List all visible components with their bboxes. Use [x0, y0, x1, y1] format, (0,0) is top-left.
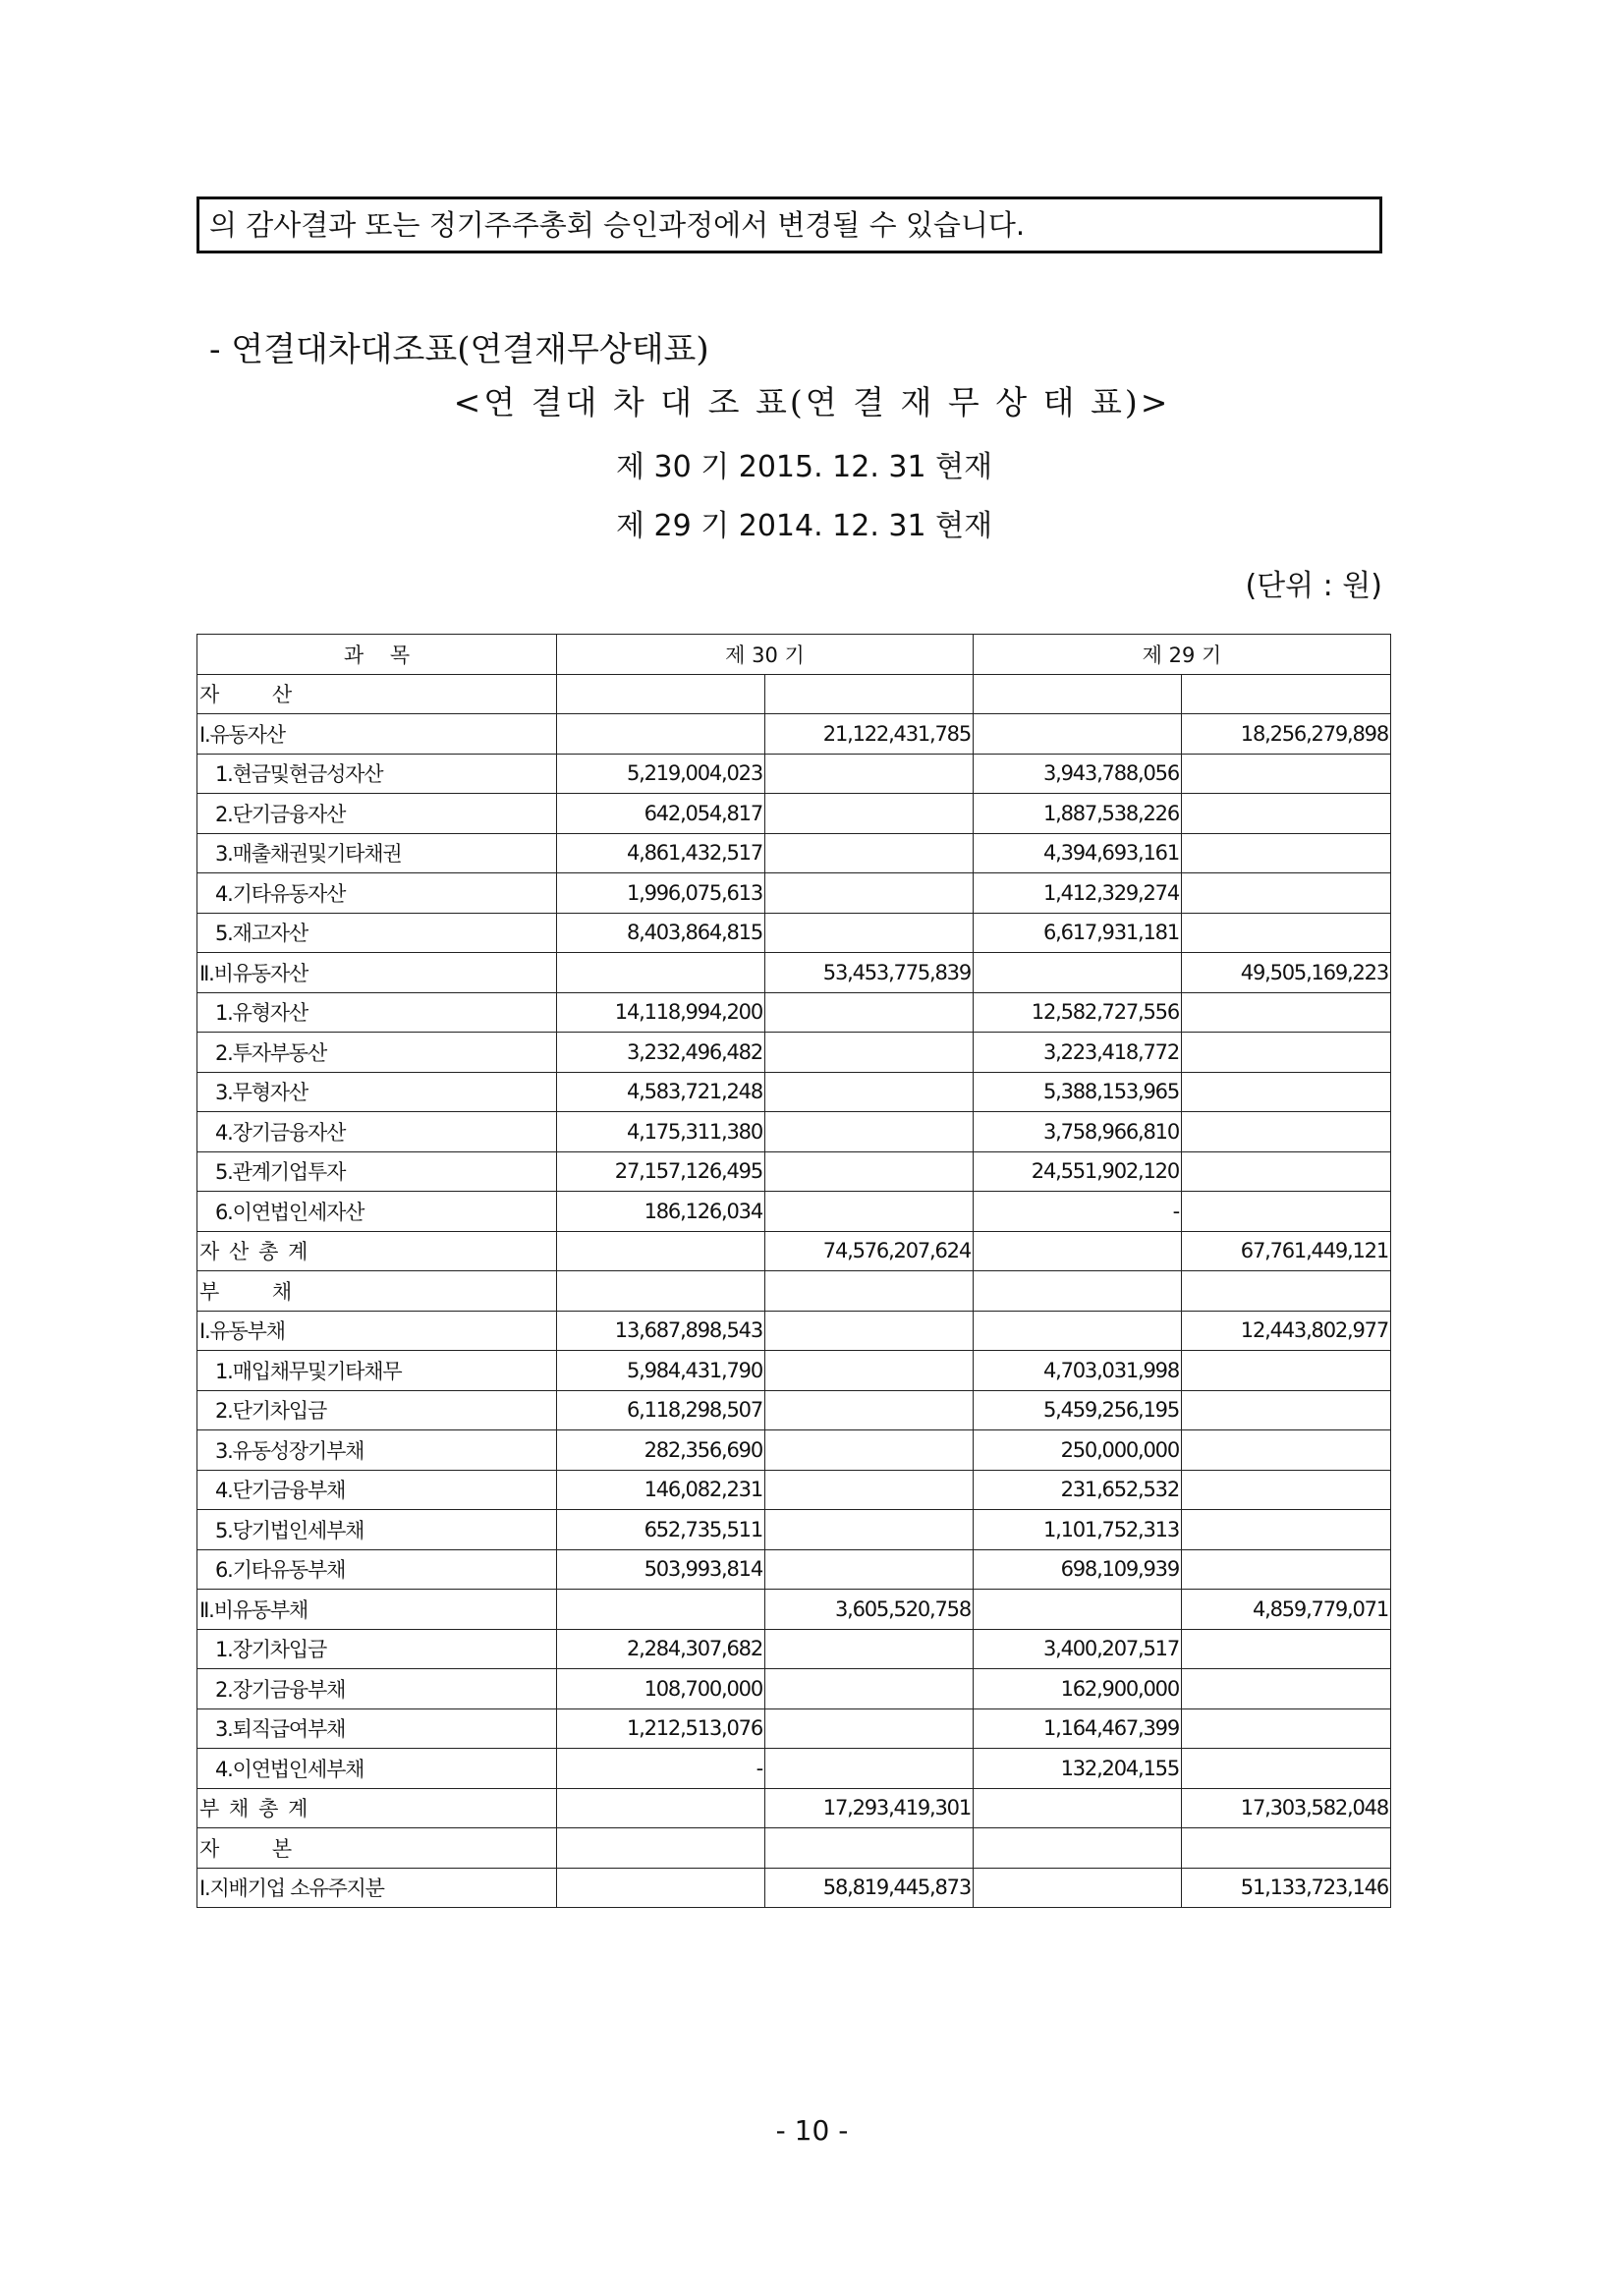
page-number: - 10 - [775, 2114, 849, 2147]
amount-cell: 503,993,814 [557, 1549, 765, 1590]
amount-cell: 5,388,153,965 [974, 1072, 1182, 1112]
amount-cell [557, 714, 765, 755]
amount-cell [1182, 1828, 1391, 1869]
table-row [197, 1510, 1391, 1550]
amount-cell: 231,652,532 [974, 1470, 1182, 1510]
row-label: 1.유형자산 [197, 992, 557, 1033]
amount-cell [765, 1151, 974, 1192]
amount-cell [765, 1072, 974, 1112]
amount-cell: 3,605,520,758 [765, 1590, 974, 1630]
amount-cell [765, 992, 974, 1033]
amount-cell: 49,505,169,223 [1182, 953, 1391, 993]
amount-cell [765, 1470, 974, 1510]
table-row [197, 1788, 1391, 1828]
amount-cell [765, 754, 974, 794]
amount-cell: 3,758,966,810 [974, 1112, 1182, 1152]
amount-cell [765, 1828, 974, 1869]
amount-cell: 3,400,207,517 [974, 1629, 1182, 1669]
amount-cell: 1,887,538,226 [974, 794, 1182, 834]
row-label: Ⅱ.비유동자산 [197, 953, 557, 993]
amount-cell: 12,582,727,556 [974, 992, 1182, 1033]
amount-cell [1182, 1033, 1391, 1073]
row-label: 5.관계기업투자 [197, 1151, 557, 1192]
amount-cell: 108,700,000 [557, 1669, 765, 1709]
table-row [197, 754, 1391, 794]
amount-cell [974, 1868, 1182, 1908]
amount-cell: 58,819,445,873 [765, 1868, 974, 1908]
row-label: 4.이연법인세부채 [197, 1749, 557, 1789]
table-row [197, 1828, 1391, 1869]
table-row [197, 1271, 1391, 1312]
amount-cell: 6,118,298,507 [557, 1390, 765, 1430]
table-row [197, 1708, 1391, 1749]
amount-cell [1182, 794, 1391, 834]
amount-cell: 2,284,307,682 [557, 1629, 765, 1669]
amount-cell [765, 913, 974, 953]
row-label: 3.퇴직급여부채 [197, 1708, 557, 1749]
amount-cell [765, 1311, 974, 1351]
period-prior: 제 29 기 2014. 12. 31 현재 [616, 509, 993, 543]
amount-cell [765, 1033, 974, 1073]
amount-cell: - [557, 1749, 765, 1789]
row-label: Ⅰ.유동자산 [197, 714, 557, 755]
table-header-row [197, 635, 1391, 675]
amount-cell: 1,164,467,399 [974, 1708, 1182, 1749]
amount-cell [1182, 1430, 1391, 1471]
table-row [197, 1749, 1391, 1789]
row-label: 자 본 [197, 1828, 557, 1869]
amount-cell: 282,356,690 [557, 1430, 765, 1471]
amount-cell [1182, 1708, 1391, 1749]
row-label: 자 산 총 계 [197, 1231, 557, 1271]
amount-cell: 12,443,802,977 [1182, 1311, 1391, 1351]
table-row [197, 674, 1391, 714]
amount-cell: - [974, 1192, 1182, 1232]
amount-cell [765, 674, 974, 714]
amount-cell: 13,687,898,543 [557, 1311, 765, 1351]
amount-cell [1182, 1271, 1391, 1312]
table-row [197, 1868, 1391, 1908]
row-label: 2.단기차입금 [197, 1390, 557, 1430]
amount-cell [557, 1828, 765, 1869]
row-label: 6.이연법인세자산 [197, 1192, 557, 1232]
table-row [197, 1629, 1391, 1669]
amount-cell: 5,219,004,023 [557, 754, 765, 794]
table-row [197, 1072, 1391, 1112]
amount-cell [1182, 1629, 1391, 1669]
row-label: 4.장기금융자산 [197, 1112, 557, 1152]
amount-cell [1182, 992, 1391, 1033]
table-row [197, 1549, 1391, 1590]
row-label: 2.장기금융부채 [197, 1669, 557, 1709]
header-prior-period: 제 29 기 [974, 635, 1391, 675]
row-label: 1.장기차입금 [197, 1629, 557, 1669]
amount-cell [974, 1231, 1182, 1271]
table-row [197, 1470, 1391, 1510]
amount-cell [1182, 1151, 1391, 1192]
table-row [197, 1033, 1391, 1073]
table-row [197, 1390, 1391, 1430]
amount-cell [1182, 833, 1391, 873]
amount-cell: 4,583,721,248 [557, 1072, 765, 1112]
amount-cell [765, 1749, 974, 1789]
table-row [197, 953, 1391, 993]
row-label: 1.매입채무및기타채무 [197, 1351, 557, 1391]
amount-cell: 3,943,788,056 [974, 754, 1182, 794]
amount-cell [974, 674, 1182, 714]
table-row [197, 992, 1391, 1033]
amount-cell: 698,109,939 [974, 1549, 1182, 1590]
amount-cell: 5,984,431,790 [557, 1351, 765, 1391]
amount-cell: 250,000,000 [974, 1430, 1182, 1471]
amount-cell: 132,204,155 [974, 1749, 1182, 1789]
amount-cell: 1,212,513,076 [557, 1708, 765, 1749]
amount-cell [1182, 754, 1391, 794]
amount-cell [557, 1788, 765, 1828]
table-row [197, 1430, 1391, 1471]
amount-cell [765, 1669, 974, 1709]
amount-cell [974, 714, 1182, 755]
amount-cell [974, 1590, 1182, 1630]
amount-cell [1182, 1192, 1391, 1232]
amount-cell [765, 873, 974, 914]
amount-cell [1182, 1072, 1391, 1112]
amount-cell: 51,133,723,146 [1182, 1868, 1391, 1908]
amount-cell [1182, 1510, 1391, 1550]
amount-cell [1182, 674, 1391, 714]
amount-cell [765, 1430, 974, 1471]
table-row [197, 873, 1391, 914]
amount-cell [1182, 1470, 1391, 1510]
table-row [197, 714, 1391, 755]
row-label: Ⅰ.지배기업 소유주지분 [197, 1868, 557, 1908]
amount-cell: 67,761,449,121 [1182, 1231, 1391, 1271]
amount-cell [974, 1828, 1182, 1869]
amount-cell [1182, 913, 1391, 953]
row-label: 2.투자부동산 [197, 1033, 557, 1073]
amount-cell [1182, 1390, 1391, 1430]
amount-cell [974, 1271, 1182, 1312]
amount-cell [765, 1549, 974, 1590]
row-label: Ⅱ.비유동부채 [197, 1590, 557, 1630]
amount-cell [557, 674, 765, 714]
amount-cell: 652,735,511 [557, 1510, 765, 1550]
row-label: 자 산 [197, 674, 557, 714]
table-row [197, 794, 1391, 834]
amount-cell: 1,412,329,274 [974, 873, 1182, 914]
amount-cell: 4,859,779,071 [1182, 1590, 1391, 1630]
amount-cell: 53,453,775,839 [765, 953, 974, 993]
amount-cell: 3,223,418,772 [974, 1033, 1182, 1073]
section-title: - 연결대차대조표(연결재무상태표) [209, 330, 709, 369]
amount-cell [765, 1192, 974, 1232]
row-label: 6.기타유동부채 [197, 1549, 557, 1590]
table-row [197, 1311, 1391, 1351]
amount-cell: 6,617,931,181 [974, 913, 1182, 953]
amount-cell [765, 1708, 974, 1749]
amount-cell: 17,293,419,301 [765, 1788, 974, 1828]
notice-text: 의 감사결과 또는 정기주주총회 승인과정에서 변경될 수 있습니다. [209, 208, 1026, 242]
amount-cell [765, 1351, 974, 1391]
amount-cell [1182, 1669, 1391, 1709]
row-label: 부 채 [197, 1271, 557, 1312]
amount-cell: 21,122,431,785 [765, 714, 974, 755]
row-label: 4.단기금융부채 [197, 1470, 557, 1510]
amount-cell: 5,459,256,195 [974, 1390, 1182, 1430]
amount-cell [557, 953, 765, 993]
table-row [197, 1590, 1391, 1630]
amount-cell: 18,256,279,898 [1182, 714, 1391, 755]
amount-cell: 1,101,752,313 [974, 1510, 1182, 1550]
row-label: 부 채 총 계 [197, 1788, 557, 1828]
amount-cell [765, 1629, 974, 1669]
amount-cell [765, 794, 974, 834]
notice-box [196, 196, 1382, 253]
row-label: Ⅰ.유동부채 [197, 1311, 557, 1351]
amount-cell: 642,054,817 [557, 794, 765, 834]
table-row [197, 1231, 1391, 1271]
row-label: 3.무형자산 [197, 1072, 557, 1112]
amount-cell: 24,551,902,120 [974, 1151, 1182, 1192]
amount-cell: 146,082,231 [557, 1470, 765, 1510]
table-row [197, 913, 1391, 953]
amount-cell: 4,861,432,517 [557, 833, 765, 873]
table-row [197, 833, 1391, 873]
amount-cell [1182, 1749, 1391, 1789]
table-row [197, 1669, 1391, 1709]
amount-cell [1182, 1549, 1391, 1590]
amount-cell: 8,403,864,815 [557, 913, 765, 953]
period-current: 제 30 기 2015. 12. 31 현재 [616, 450, 993, 484]
amount-cell [765, 1112, 974, 1152]
amount-cell [765, 833, 974, 873]
table-body [197, 674, 1391, 1908]
balance-sheet-table [196, 634, 1391, 1908]
row-label: 3.유동성장기부채 [197, 1430, 557, 1471]
row-label: 5.재고자산 [197, 913, 557, 953]
row-label: 3.매출채권및기타채권 [197, 833, 557, 873]
amount-cell: 14,118,994,200 [557, 992, 765, 1033]
amount-cell: 4,394,693,161 [974, 833, 1182, 873]
table-row [197, 1192, 1391, 1232]
table-row [197, 1151, 1391, 1192]
header-account: 과 목 [197, 635, 557, 675]
amount-cell [974, 1788, 1182, 1828]
row-label: 2.단기금융자산 [197, 794, 557, 834]
row-label: 5.당기법인세부채 [197, 1510, 557, 1550]
amount-cell: 1,996,075,613 [557, 873, 765, 914]
amount-cell [557, 1868, 765, 1908]
amount-cell [974, 1311, 1182, 1351]
amount-cell: 162,900,000 [974, 1669, 1182, 1709]
amount-cell: 17,303,582,048 [1182, 1788, 1391, 1828]
amount-cell [765, 1510, 974, 1550]
header-current-period: 제 30 기 [557, 635, 974, 675]
amount-cell [765, 1271, 974, 1312]
amount-cell [974, 953, 1182, 993]
row-label: 4.기타유동자산 [197, 873, 557, 914]
amount-cell [557, 1271, 765, 1312]
amount-cell [1182, 1112, 1391, 1152]
amount-cell [1182, 873, 1391, 914]
unit-label: (단위 : 원) [1245, 569, 1382, 603]
amount-cell: 186,126,034 [557, 1192, 765, 1232]
amount-cell [557, 1590, 765, 1630]
table-row [197, 1351, 1391, 1391]
statement-title: <연 결대 차 대 조 표(연 결 재 무 상 태 표)> [453, 383, 1171, 421]
amount-cell: 74,576,207,624 [765, 1231, 974, 1271]
row-label: 1.현금및현금성자산 [197, 754, 557, 794]
amount-cell: 27,157,126,495 [557, 1151, 765, 1192]
amount-cell [557, 1231, 765, 1271]
amount-cell: 4,175,311,380 [557, 1112, 765, 1152]
table-row [197, 1112, 1391, 1152]
amount-cell [765, 1390, 974, 1430]
amount-cell [1182, 1351, 1391, 1391]
amount-cell: 3,232,496,482 [557, 1033, 765, 1073]
amount-cell: 4,703,031,998 [974, 1351, 1182, 1391]
